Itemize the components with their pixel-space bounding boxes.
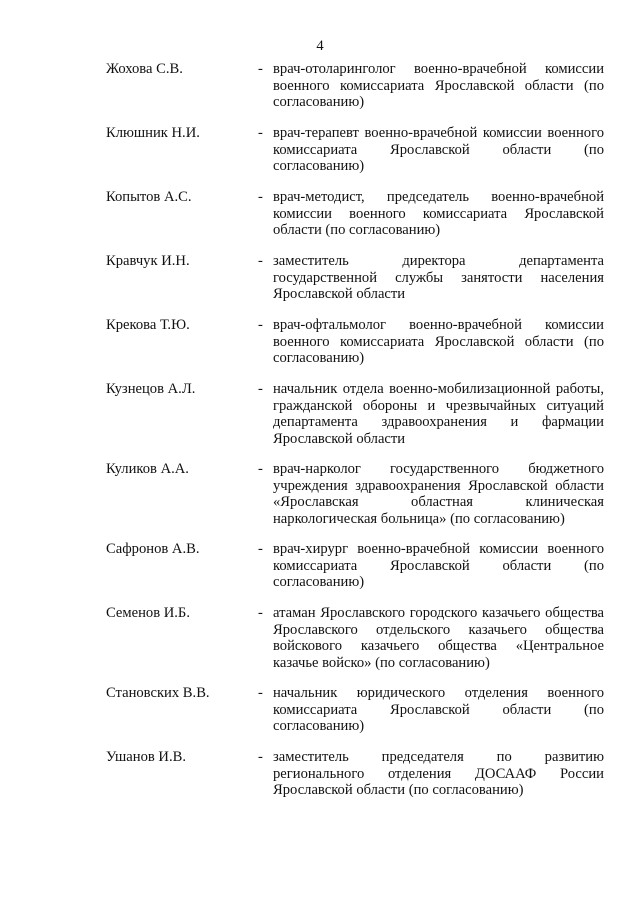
list-item: [0, 381, 640, 461]
member-position: атаман Ярославского городского казачьего общества Ярославского отдельского казачьего общества войскового казачьего общества «Центральное казачье войско» (по согласованию): [273, 605, 604, 671]
member-position: врач-методист, председатель военно-врачебной комиссии военного комиссариата Ярославской области (по согласованию): [273, 189, 604, 238]
page-number: 4: [316, 38, 324, 54]
separator-dash: -: [258, 749, 263, 765]
member-name: Жохова С.В.: [106, 61, 183, 77]
member-position: начальник отдела военно-мобилизационной работы, гражданской обороны и чрезвычайных ситуаций департамента здравоохранения и фармации Ярославской области: [273, 381, 604, 447]
list-item: [0, 461, 640, 541]
separator-dash: -: [258, 381, 263, 397]
member-list: [0, 61, 640, 813]
member-position: врач-терапевт военно-врачебной комиссии военного комиссариата Ярославской области (по согласованию): [273, 125, 604, 174]
separator-dash: -: [258, 317, 263, 333]
member-position: врач-нарколог государственного бюджетного учреждения здравоохранения Ярославской области «Ярославская областная клиническая наркологическая больница» (по согласованию): [273, 461, 604, 527]
separator-dash: -: [258, 253, 263, 269]
list-item: [0, 125, 640, 189]
separator-dash: -: [258, 61, 263, 77]
member-position: врач-отоларинголог военно-врачебной комиссии военного комиссариата Ярославской области (по согласованию): [273, 61, 604, 110]
member-name: Становских В.В.: [106, 685, 210, 701]
separator-dash: -: [258, 125, 263, 141]
member-position: врач-хирург военно-врачебной комиссии военного комиссариата Ярославской области (по согласованию): [273, 541, 604, 590]
member-name: Кравчук И.Н.: [106, 253, 190, 269]
list-item: [0, 749, 640, 813]
member-name: Сафронов А.В.: [106, 541, 200, 557]
member-name: Куликов А.А.: [106, 461, 189, 477]
list-item: [0, 317, 640, 381]
separator-dash: -: [258, 685, 263, 701]
list-item: [0, 685, 640, 749]
member-name: Клюшник Н.И.: [106, 125, 200, 141]
separator-dash: -: [258, 189, 263, 205]
list-item: [0, 605, 640, 685]
list-item: [0, 189, 640, 253]
member-name: Крекова Т.Ю.: [106, 317, 190, 333]
member-name: Ушанов И.В.: [106, 749, 186, 765]
list-item: [0, 253, 640, 317]
member-name: Кузнецов А.Л.: [106, 381, 196, 397]
member-position: заместитель директора департамента государственной службы занятости населения Ярославской области: [273, 253, 604, 302]
list-item: [0, 61, 640, 125]
separator-dash: -: [258, 461, 263, 477]
separator-dash: -: [258, 541, 263, 557]
member-position: заместитель председателя по развитию регионального отделения ДОСААФ России Ярославской области (по согласованию): [273, 749, 604, 798]
member-name: Семенов И.Б.: [106, 605, 190, 621]
separator-dash: -: [258, 605, 263, 621]
member-position: начальник юридического отделения военного комиссариата Ярославской области (по согласованию): [273, 685, 604, 734]
list-item: [0, 541, 640, 605]
member-name: Копытов А.С.: [106, 189, 192, 205]
member-position: врач-офтальмолог военно-врачебной комиссии военного комиссариата Ярославской области (по согласованию): [273, 317, 604, 366]
